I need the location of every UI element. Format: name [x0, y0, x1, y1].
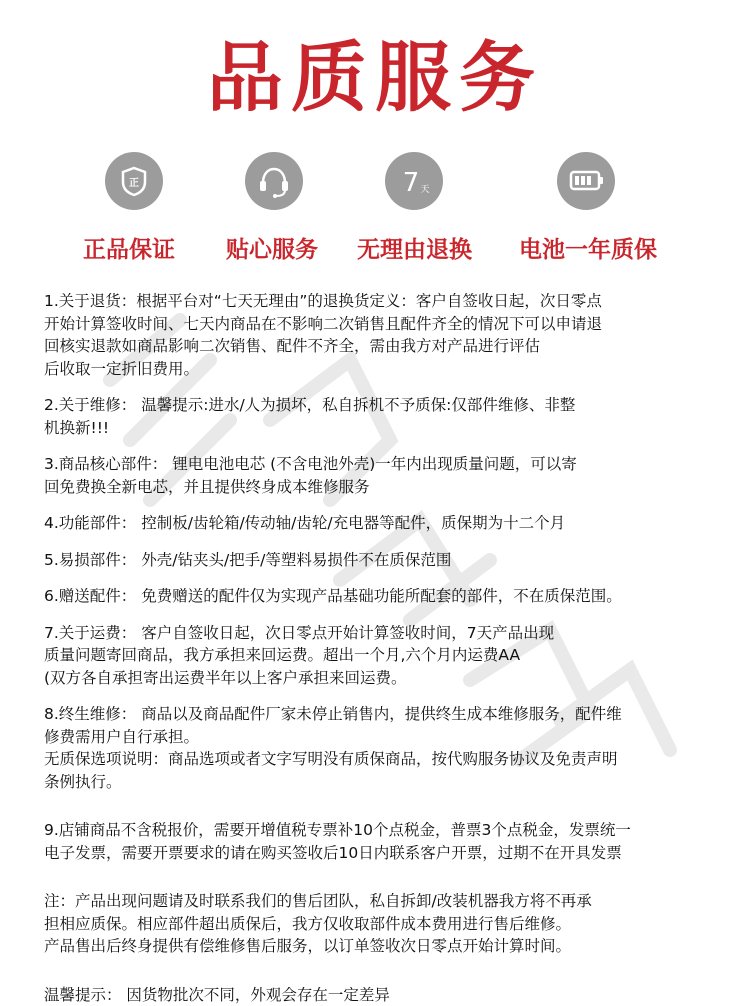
shield-glyph: 正	[129, 176, 139, 189]
headset-icon	[245, 152, 303, 210]
badge-label-service: 贴心服务	[226, 232, 318, 268]
badge-labels-row	[0, 232, 750, 272]
shield-icon	[105, 152, 163, 210]
terms-line: 注：产品出现问题请及时联系我们的售后团队，私自拆卸/改装机器我方将不再承	[44, 890, 724, 913]
seven-glyph: 7	[403, 168, 420, 198]
badge-icons-row	[0, 152, 750, 214]
terms-line: 质量问题寄回商品，我方承担来回运费。超出一个月,六个月内运费AA	[44, 644, 724, 667]
terms-line: 开始计算签收时间、七天内商品在不影响二次销售且配件齐全的情况下可以申请退	[44, 313, 724, 336]
terms-line: 5.易损部件： 外壳/钻夹头/把手/等塑料易损件不在质保范围	[44, 549, 724, 572]
battery-icon	[557, 152, 615, 210]
day-glyph: 天	[420, 184, 429, 195]
terms-line: 9.店铺商品不含税报价，需要开增值税专票补10个点税金，普票3个点税金，发票统一	[44, 819, 724, 842]
terms-line: 1.关于退货：根据平台对“七天无理由”的退换货定义：客户自签收日起，次日零点	[44, 290, 724, 313]
terms-line: 8.终生维修： 商品以及商品配件厂家未停止销售内，提供终生成本维修服务，配件维	[44, 703, 724, 726]
terms-line: 回免费换全新电芯，并且提供终身成本维修服务	[44, 476, 724, 499]
terms-line: (双方各自承担寄出运费半年以上客户承担来回运费。	[44, 667, 724, 690]
terms-line: 回核实退款如商品影响二次销售、配件不齐全，需由我方对产品进行评估	[44, 335, 724, 358]
terms-line: 4.功能部件： 控制板/齿轮箱/传动轴/齿轮/充电器等配件，质保期为十二个月	[44, 512, 724, 535]
terms-line: 电子发票，需要开票要求的请在购买签收后10日内联系客户开票，过期不在开具发票	[44, 842, 724, 865]
terms-line: 7.关于运费： 客户自签收日起，次日零点开始计算签收时间，7天产品出现	[44, 622, 724, 645]
terms-line: 后收取一定折旧费用。	[44, 358, 724, 381]
terms-line: 修费需用户自行承担。	[44, 726, 724, 749]
badge-label-genuine: 正品保证	[83, 232, 175, 268]
badge-label-return: 无理由退换	[357, 232, 472, 268]
terms-line: 温馨提示： 因货物批次不同，外观会存在一定差异	[44, 984, 724, 1006]
terms-line: 2.关于维修： 温馨提示:进水/人为损坏，私自拆机不予质保:仅部件维修、非整	[44, 394, 724, 417]
terms-line: 产品售出后终身提供有偿维修售后服务，以订单签收次日零点开始计算时间。	[44, 935, 724, 958]
seven-day-icon	[385, 152, 443, 210]
terms-line: 无质保选项说明：商品选项或者文字写明没有质保商品，按代购服务协议及免责声明	[44, 748, 724, 771]
terms-section	[44, 290, 724, 1006]
terms-line: 6.赠送配件： 免费赠送的配件仅为实现产品基础功能所配套的部件，不在质保范围。	[44, 585, 724, 608]
terms-line: 机换新!!!	[44, 417, 724, 440]
terms-line: 担相应质保。相应部件超出质保后，我方仅收取部件成本费用进行售后维修。	[44, 913, 724, 936]
terms-line: 条例执行。	[44, 771, 724, 794]
page-title: 品质服务	[0, 40, 750, 116]
terms-line: 3.商品核心部件： 锂电电池电芯 (不含电池外壳)一年内出现质量问题，可以寄	[44, 453, 724, 476]
badge-label-battery: 电池一年质保	[519, 232, 657, 268]
